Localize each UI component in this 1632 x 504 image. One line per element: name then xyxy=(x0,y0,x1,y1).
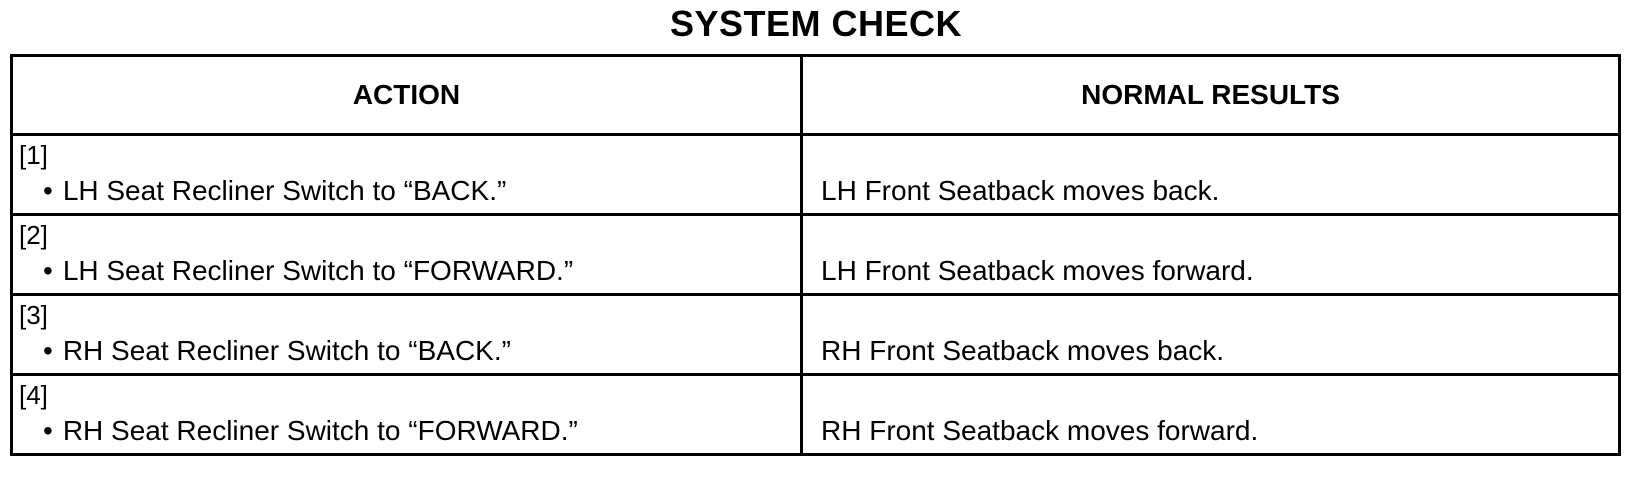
bullet-icon: • xyxy=(43,255,53,286)
action-cell xyxy=(12,375,802,455)
bullet-icon: • xyxy=(43,175,53,206)
table-row xyxy=(12,375,1620,455)
column-header-normal-results: NORMAL RESULTS xyxy=(802,56,1620,135)
action-line xyxy=(43,334,511,368)
result-text: LH Front Seatback moves forward. xyxy=(821,255,1254,286)
action-text: RH Seat Recliner Switch to “FORWARD.” xyxy=(62,415,578,446)
action-text: RH Seat Recliner Switch to “BACK.” xyxy=(62,335,511,366)
header-row xyxy=(12,56,1620,135)
action-text: LH Seat Recliner Switch to “FORWARD.” xyxy=(62,255,574,286)
step-number: [2] xyxy=(19,220,48,250)
action-text: LH Seat Recliner Switch to “BACK.” xyxy=(62,175,507,206)
result-cell xyxy=(802,215,1620,295)
action-cell xyxy=(12,215,802,295)
result-cell xyxy=(802,135,1620,215)
result-text: RH Front Seatback moves forward. xyxy=(821,415,1259,446)
page-title: SYSTEM CHECK xyxy=(669,3,963,44)
table-row xyxy=(12,295,1620,375)
step-number: [4] xyxy=(19,380,48,410)
bullet-icon: • xyxy=(43,335,53,366)
step-number: [1] xyxy=(19,140,48,170)
action-cell xyxy=(12,295,802,375)
action-line xyxy=(43,414,578,448)
action-line xyxy=(43,174,506,208)
step-number: [3] xyxy=(19,300,48,330)
result-cell xyxy=(802,375,1620,455)
system-check-table xyxy=(10,54,1621,456)
table-row xyxy=(12,215,1620,295)
result-text: LH Front Seatback moves back. xyxy=(821,175,1220,206)
bullet-icon: • xyxy=(43,415,53,446)
action-line xyxy=(43,254,573,288)
result-cell xyxy=(802,295,1620,375)
column-header-action: ACTION xyxy=(12,56,802,135)
action-cell xyxy=(12,135,802,215)
result-text: RH Front Seatback moves back. xyxy=(821,335,1225,366)
table-row xyxy=(12,135,1620,215)
